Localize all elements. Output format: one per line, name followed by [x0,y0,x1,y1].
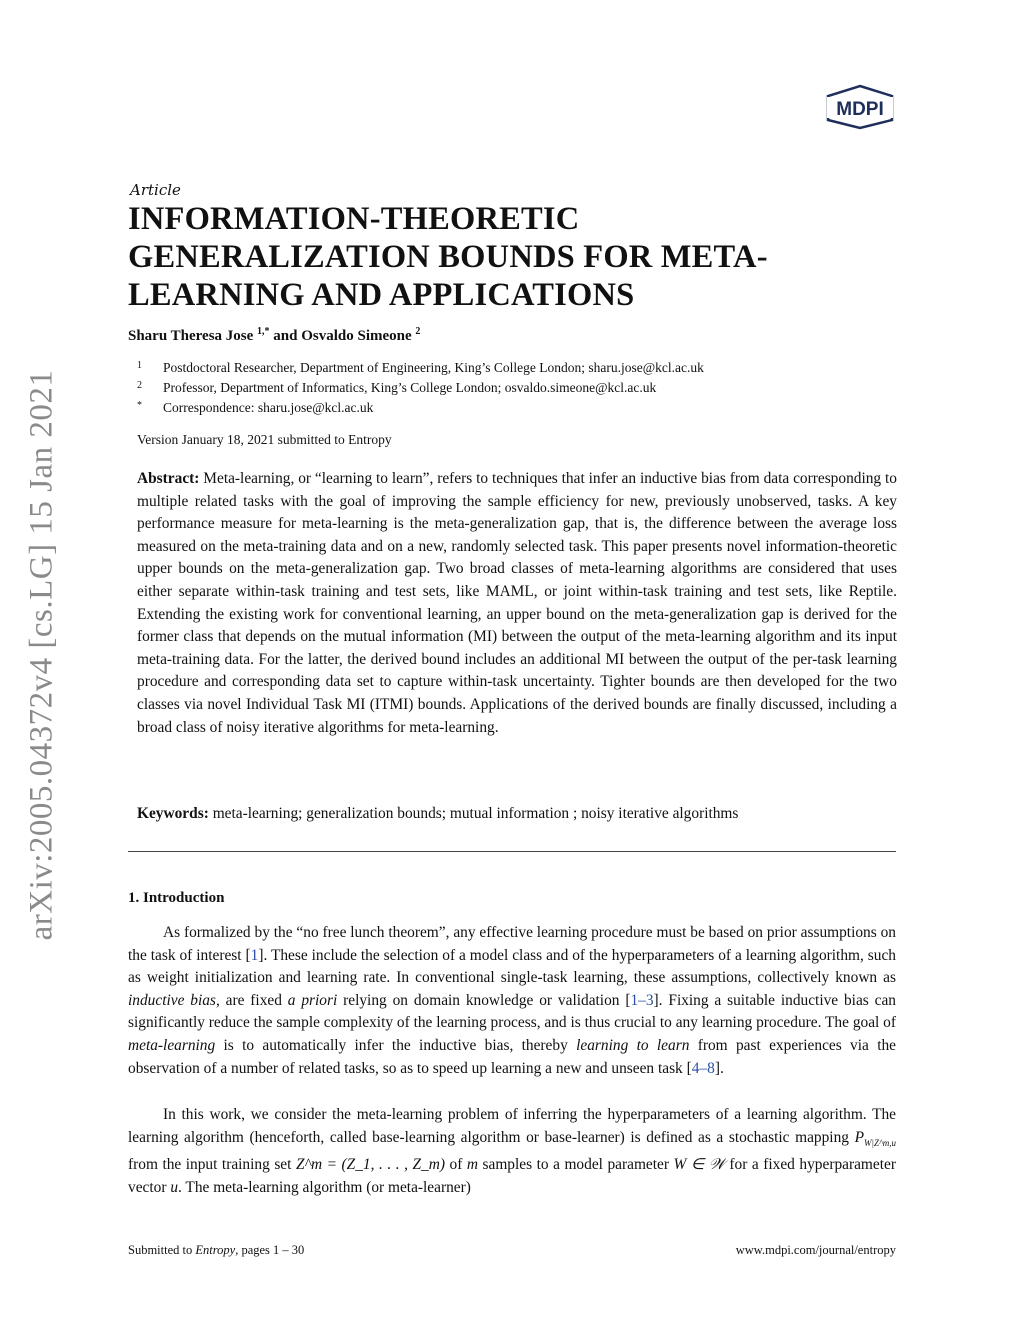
footer-submission [128,1243,304,1258]
affiliation-mark: 2 [137,380,142,391]
section-heading: 1. Introduction [128,890,225,906]
arxiv-stamp-text: arXiv:2005.04372v4 [cs.LG] 15 Jan 2021 [23,369,60,941]
text-run: ]. Fixing a suitable inductive bias can significantly reduce the sample complexity of the learning process, and is thus crucial to any learning procedure. The goal of [128,991,896,1032]
emphasis: a priori [287,991,338,1009]
keywords-label: Keywords: [137,805,209,822]
affiliation-mark: 1 [137,360,142,371]
text-run: from the input training set [128,1156,296,1174]
affiliation-text: Professor, Department of Informatics, King’s College London; osvaldo.simeone@kcl.ac.uk [163,380,657,395]
math-symbol: m [466,1156,478,1174]
affiliation-1 [137,360,704,376]
footer-text: Submitted to [128,1243,196,1257]
text-run: for a fixed hyperparameter vector [128,1156,896,1196]
author-1-affiliation-mark: 1,* [257,326,270,337]
section-divider [128,851,896,852]
affiliation-text: Correspondence: sharu.jose@kcl.ac.uk [163,400,374,415]
abstract [137,468,897,739]
abstract-label: Abstract: [137,470,200,487]
author-2-name: Osvaldo Simeone [301,328,412,344]
intro-paragraph-1 [128,922,896,1080]
citation-link[interactable]: 1–3 [630,991,654,1009]
text-run: from past experiences via the observation of a number of related tasks, so as to speed up learning a new and unseen task [ [128,1036,896,1077]
author-2-affiliation-mark: 2 [415,326,421,337]
text-run: ]. [714,1059,724,1077]
text-run: of [444,1156,467,1174]
citation-link[interactable]: 4–8 [691,1059,715,1077]
citation-link[interactable]: 1 [250,946,259,964]
affiliation-2 [137,380,656,396]
affiliation-text: Postdoctoral Researcher, Department of Engineering, King’s College London; sharu.jose@kcl.ac.uk [163,360,704,375]
math-symbol: P [854,1128,864,1146]
author-1-name: Sharu Theresa Jose [128,328,254,344]
author-list [128,326,420,345]
affiliation-mark: * [137,400,142,411]
text-run: , are fixed [215,991,288,1009]
author-conjunction: and [273,328,298,344]
math-symbol: u [170,1178,179,1196]
keywords-text: meta-learning; generalization bounds; mutual information ; noisy iterative algorithms [212,805,739,822]
text-run: ]. These include the selection of a model class and of the hyperparameters of a learning algorithm, such as weight initialization and learning rate. In conventional single-task learning, these assumptions, collectively known as [128,946,896,987]
math-expression: Z^m = (Z_1, . . . , Z_m) [295,1156,445,1174]
mdpi-logo-graphic [824,84,896,130]
text-run: As formalized by the “no free lunch theorem”, any effective learning procedure must be based on prior assumptions on the task of interest [ [128,924,896,964]
abstract-text: Meta-learning, or “learning to learn”, refers to techniques that infer an inductive bias from data corresponding to multiple related tasks with the goal of improving the sample efficiency for new, previously unobserved, tasks. A key performance measure for meta-learning is the meta-generalization gap, that is, the difference between the average loss measured on the meta-training data and on a new, randomly selected task. This paper presents novel information-theoretic upper bounds on the meta-generalization gap. Two broad classes of meta-learning algorithms are considered that uses either separate within-task training and test sets, like MAML, or joint within-task training and test sets, like Reptile. Extending the existing work for conventional learning, an upper bound on the meta-generalization gap is derived for the former class that depends on the mutual information (MI) between the output of the meta-learning algorithm and its input meta-training data. For the latter, the derived bound includes an additional MI between the output of the per-task learning procedure and corresponding data set to capture within-task uncertainty. Tighter bounds are then developed for the two classes via novel Individual Task MI (ITMI) bounds. Applications of the derived bounds are finally discussed, including a broad class of noisy iterative algorithms for meta-learning. [137,470,897,736]
text-run: In this work, we consider the meta-learning problem of inferring the hyperparameters of a learning algorithm. The learning algorithm (henceforth, called base-learning algorithm or base-learner) is defined as a stochastic mapping [128,1106,896,1146]
keywords [137,805,897,823]
journal-name: Entropy [195,1243,236,1257]
mdpi-logo-text: MDPI [836,99,884,120]
paper-title: INFORMATION-THEORETIC GENERALIZATION BOUNDS FOR META-LEARNING AND APPLICATIONS [128,201,768,313]
emphasis: inductive bias [128,991,216,1009]
correspondence [137,400,373,416]
text-run: samples to a model parameter [477,1156,674,1174]
text-run: . The meta-learning algorithm (or meta-learner) [178,1178,471,1196]
journal-url[interactable]: www.mdpi.com/journal/entropy [735,1243,896,1257]
mdpi-logo [824,84,896,130]
footer-pages: , pages 1 – 30 [235,1243,305,1257]
article-type-label: Article [130,181,181,199]
text-run: is to automatically infer the inductive bias, thereby [215,1036,577,1054]
intro-paragraph-2 [128,1104,896,1199]
math-expression: W ∈ 𝒲 [673,1156,725,1174]
emphasis: learning to learn [576,1036,690,1054]
version-line: Version January 18, 2021 submitted to Entropy [137,432,392,447]
emphasis: meta-learning [128,1036,216,1054]
math-subscript: W|Z^m,u [863,1137,896,1148]
arxiv-stamp [22,360,62,950]
text-run: relying on domain knowledge or validation [ [337,991,631,1009]
